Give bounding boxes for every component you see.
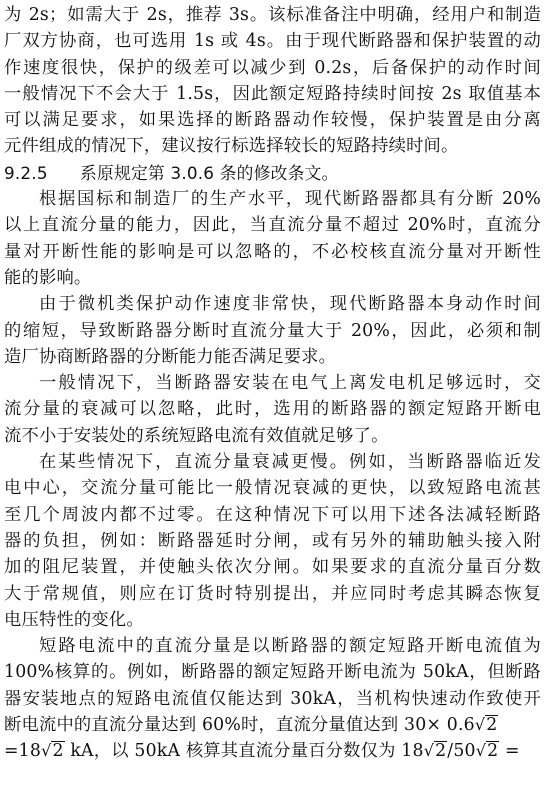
text-line: 造厂协商断路器的分断能力能否满足要求。: [4, 346, 337, 367]
text-line: 一般情况下不会大于 1.5s，因此额定短路持续时间按 2s 取值基本: [4, 83, 541, 104]
radical-sign-icon: √: [475, 741, 487, 761]
square-root: [476, 738, 500, 764]
radical-sign-icon: √: [423, 741, 435, 761]
radical-sign-icon: √: [41, 741, 52, 761]
text-line: 加的阻尼装置，并使触头依次分闸。如果要求的直流分量百分数: [4, 557, 541, 578]
text-line: 电中心，交流分量可能比一般情况衰减的更快，以致短路电流甚: [4, 478, 541, 499]
text-line: 大于常规值，则应在订货时特别提出，并应同时考虑其瞬态恢复: [4, 583, 541, 604]
text-line: 100%核算的。例如，断路器的额定短路开断电流为 50kA，但断路: [4, 662, 541, 683]
radicand: 2: [435, 741, 447, 762]
formula-text: kA，以 50kA 核算其直流分量百分数仅为 18: [64, 741, 424, 762]
formula-text: 断电流中的直流分量达到 60%时，直流分量值达到 30× 0.6: [4, 715, 475, 736]
radicand: 2: [486, 715, 498, 736]
text-line: 厂双方协商，也可选用 1s 或 4s。由于现代断路器和保护装置的动: [4, 31, 541, 52]
square-root: [41, 738, 65, 764]
text-line: 器的负担，例如：断路器延时分闸，或有另外的辅助触头接入附: [4, 530, 541, 551]
text-line: 元件组成的情况下，建议按行标选择较长的短路持续时间。: [4, 136, 459, 157]
radicand: 2: [52, 741, 64, 762]
text-line: 量对开断性能的影响是可以忽略的，不必校核直流分量对开断性: [4, 241, 541, 262]
text-line: 器安装地点的短路电流值仅能达到 30kA，当机构快速动作致使开: [4, 688, 541, 709]
formula-text: =: [499, 741, 520, 762]
section-title: 系原规定第 3.0.6 条的修改条文。: [80, 162, 339, 183]
text-line: 流分量的衰减可以忽略，此时，选用的断路器的额定短路开断电: [4, 399, 541, 420]
section-heading: [4, 160, 541, 186]
text-line: 的缩短，导致断路器分断时直流分量大于 20%，因此，必须和制: [4, 320, 541, 341]
square-root: [424, 738, 448, 764]
formula-text: /50: [447, 741, 476, 762]
text-line: 流不小于安装处的系统短路电流有效值就足够了。: [4, 425, 389, 446]
formula-text: =18: [4, 741, 42, 762]
square-root: [475, 712, 499, 738]
text-line: 能的影响。: [4, 267, 92, 288]
text-line: 由于微机类保护动作速度非常快，现代断路器本身动作时间: [39, 294, 541, 315]
radicand: 2: [487, 741, 499, 762]
text-line: 作速度很快，保护的级差可以减少到 0.2s，后备保护的动作时间: [4, 57, 541, 78]
radical-sign-icon: √: [474, 715, 486, 735]
formula-line: [4, 738, 541, 764]
text-line: 可以满足要求，如果选择的断路器动作较慢，保护装置是由分离: [4, 110, 541, 131]
section-number: 9.2.5: [4, 162, 48, 183]
text-line: 根据国标和制造厂的生产水平，现代断路器都具有分断 20%: [39, 189, 541, 210]
text-line: 一般情况下，当断路器安装在电气上离发电机足够远时，交: [39, 373, 541, 394]
text-line: 为 2s；如需大于 2s，推荐 3s。该标准备注中明确，经用户和制造: [4, 5, 541, 25]
text-line: 至几个周波内都不过零。在这种情况下可以用下述各法减轻断路: [4, 504, 541, 525]
text-line: 在某些情况下，直流分量衰减更慢。例如，当断路器临近发: [39, 452, 541, 473]
text-line: 电压特性的变化。: [4, 609, 144, 630]
formula-line: [4, 712, 541, 738]
text-line: 以上直流分量的能力，因此，当直流分量不超过 20%时，直流分: [4, 215, 541, 236]
text-line: 短路电流中的直流分量是以断路器的额定短路开断电流值为: [39, 636, 541, 657]
